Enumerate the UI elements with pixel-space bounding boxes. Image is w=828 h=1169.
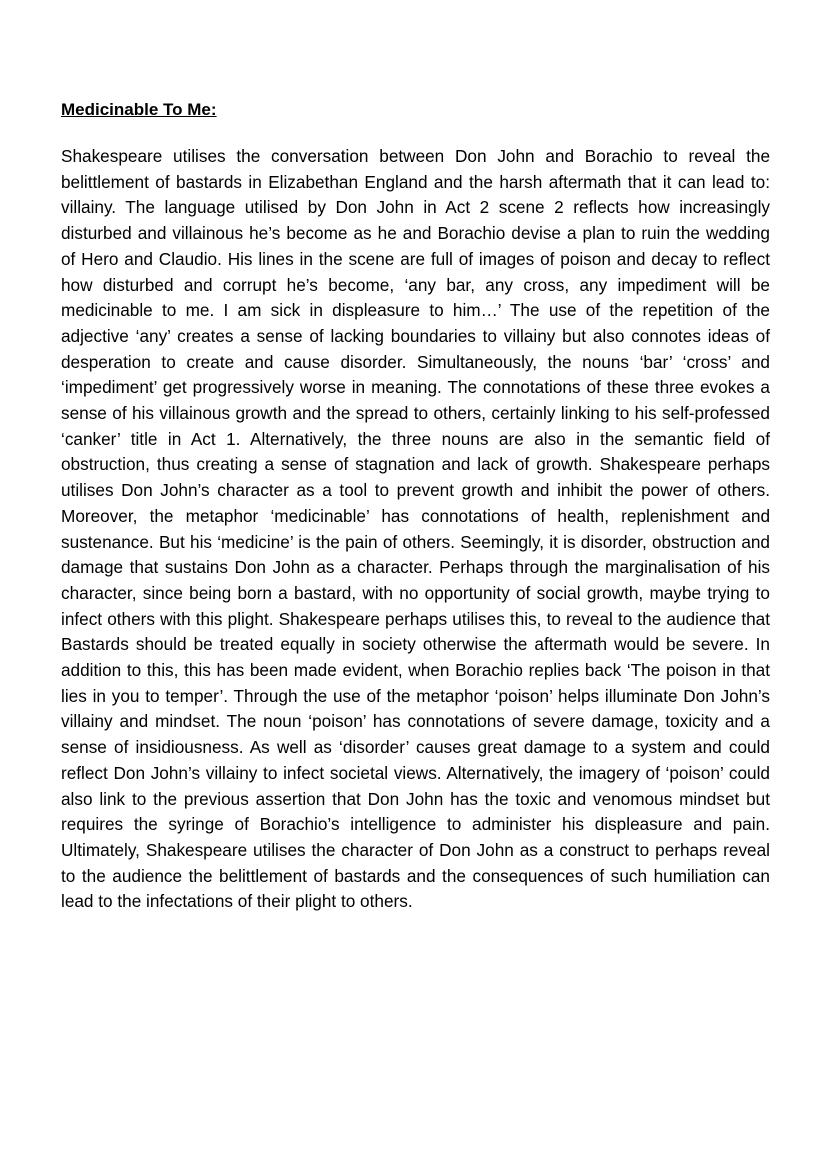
body-paragraph: Shakespeare utilises the conversation between Don John and Borachio to reveal the belittlement of bastards in Elizabethan England and the harsh aftermath that it can lead to: villainy. The language utilised by Don John in Act 2 scene 2 reflects how increasingly disturbed and villainous he’s become as he and Borachio devise a plan to ruin the wedding of Hero and Claudio. His lines in the scene are full of images of poison and decay to reflect how disturbed and corrupt he’s become, ‘any bar, any cross, any impediment will be medicinable to me. I am sick in displeasure to him…’ The use of the repetition of the adjective ‘any’ creates a sense of lacking boundaries to villainy but also connotes ideas of desperation to create and cause disorder. Simultaneously, the nouns ‘bar’ ‘cross’ and ‘impediment’ get progressively worse in meaning. The connotations of these three evokes a sense of his villainous growth and the spread to others, certainly linking to his self-professed ‘canker’ title in Act 1. Alternatively, the three nouns are also in the semantic field of obstruction, thus creating a sense of stagnation and lack of growth. Shakespeare perhaps utilises Don John’s character as a tool to prevent growth and inhibit the power of others. Moreover, the metaphor ‘medicinable’ has connotations of health, replenishment and sustenance. But his ‘medicine’ is the pain of others. Seemingly, it is disorder, obstruction and damage that sustains Don John as a character. Perhaps through the marginalisation of his character, since being born a bastard, with no opportunity of social growth, maybe trying to infect others with this plight. Shakespeare perhaps utilises this, to reveal to the audience that Bastards should be treated equally in society otherwise the aftermath would be severe. In addition to this, this has been made evident, when Borachio replies back ‘The poison in that lies in you to temper’. Through the use of the metaphor ‘poison’ helps illuminate Don John’s villainy and mindset. The noun ‘poison’ has connotations of severe damage, toxicity and a sense of insidiousness. As well as ‘disorder’ causes great damage to a system and could reflect Don John’s villainy to infect societal views. Alternatively, the imagery of ‘poison’ could also link to the previous assertion that Don John has the toxic and venomous mindset but requires the syringe of Borachio’s intelligence to administer his displeasure and pain. Ultimately, Shakespeare utilises the character of Don John as a construct to perhaps reveal to the audience the belittlement of bastards and the consequences of such humiliation can lead to the infectations of their plight to others. [61,146,770,912]
document-title: Medicinable To Me: [61,100,217,119]
